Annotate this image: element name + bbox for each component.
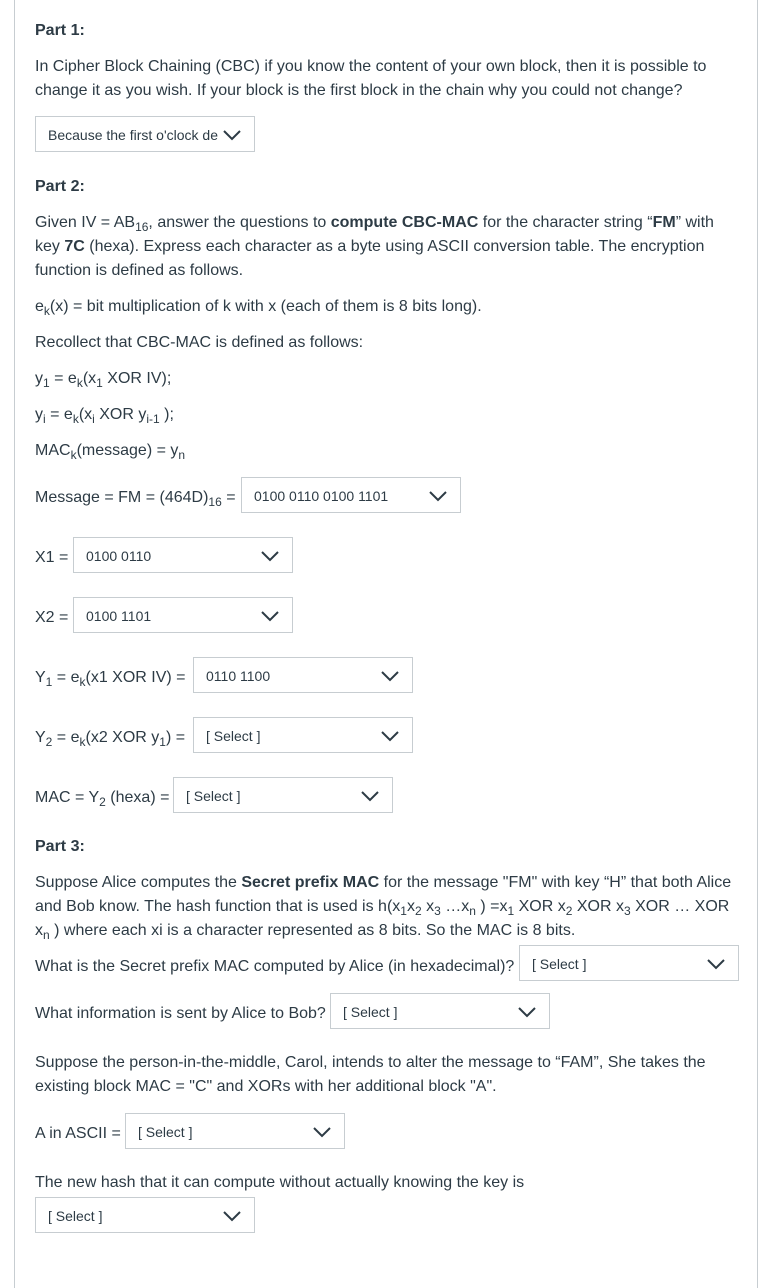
y1-value: 0110 1100 bbox=[206, 668, 271, 684]
chevron-down-icon bbox=[222, 128, 242, 142]
message-select[interactable] bbox=[241, 477, 461, 513]
secret-prefix-mac-select[interactable] bbox=[519, 945, 739, 981]
new-hash-text: The new hash that it can compute without actually knowing the key is bbox=[35, 1174, 525, 1191]
cbc-def-3: $MAC_k(message) = y_n$ bbox=[35, 442, 186, 462]
new-hash-value: [ Select ] bbox=[48, 1208, 103, 1224]
mac-label: MAC = $Y_2$ (hexa) = bbox=[35, 789, 170, 809]
ascii-value: [ Select ] bbox=[138, 1124, 193, 1140]
chevron-down-icon bbox=[706, 957, 726, 971]
part2-intro: Given IV = $AB_{16}$, answer the questions to compute CBC-MAC for the character string “FM” with key 7C (hexa). Express each character as a byte using ASCII conversion table. The encryption function is defined as follows. bbox=[35, 214, 714, 279]
cbc-def-2: $y_i = e_k(x_i$ XOR $y_{i-1}$ ); bbox=[35, 406, 174, 426]
encryption-definition: $e_k(x)$ = bit multiplication of k with x (each of them is 8 bits long). bbox=[35, 298, 482, 318]
x2-value: 0100 1101 bbox=[86, 608, 152, 624]
part1-answer-select[interactable] bbox=[35, 116, 255, 152]
chevron-down-icon bbox=[222, 1209, 242, 1223]
x2-label: X2 = bbox=[35, 609, 69, 626]
mac-select[interactable] bbox=[173, 777, 393, 813]
y2-label: $Y_2 = e_k(x2$ XOR $y_1$) = bbox=[35, 729, 186, 749]
x1-label: X1 = bbox=[35, 549, 69, 566]
part3-paragraph-2: Suppose the person-in-the-middle, Carol, intends to alter the message to “FAM”, She takes the existing block MAC = "C" and XORs with her additional block "A". bbox=[35, 1054, 706, 1095]
chevron-down-icon bbox=[312, 1125, 332, 1139]
y1-select[interactable] bbox=[193, 657, 413, 693]
info-sent-select[interactable] bbox=[330, 993, 550, 1029]
new-hash-select[interactable] bbox=[35, 1197, 255, 1233]
part3-paragraph-1: Suppose Alice computes the Secret prefix MAC for the message "FM" with key “H” that both Alice and Bob know. The hash function that is used is $h(x_1x_2$ $x_3$ $\dots x_n$ ) $=x_1$ XOR $x_2$ XOR $x_3$ XOR … XOR $x_n$ ) where each xi is a character represented as 8 bits. So the MAC is 8 bits. bbox=[35, 874, 732, 942]
cbc-def-1: $y_1 = e_k(x_1$ XOR IV); bbox=[35, 370, 172, 390]
x2-select[interactable] bbox=[73, 597, 293, 633]
recollect-text: Recollect that CBC-MAC is defined as follows: bbox=[35, 334, 364, 351]
x1-value: 0100 0110 bbox=[86, 548, 152, 564]
chevron-down-icon bbox=[360, 789, 380, 803]
question-secret-prefix-mac: What is the Secret prefix MAC computed by Alice (in hexadecimal)? bbox=[35, 958, 515, 975]
y2-select[interactable] bbox=[193, 717, 413, 753]
quiz-page bbox=[14, 0, 758, 1288]
chevron-down-icon bbox=[517, 1005, 537, 1019]
part1-question: In Cipher Block Chaining (CBC) if you know the content of your own block, then it is possible to change it as you wish. If your block is the first block in the chain why you could not change? bbox=[35, 58, 707, 99]
chevron-down-icon bbox=[260, 609, 280, 623]
ascii-select[interactable] bbox=[125, 1113, 345, 1149]
y2-value: [ Select ] bbox=[206, 728, 261, 744]
chevron-down-icon bbox=[380, 669, 400, 683]
secret-prefix-mac-value: [ Select ] bbox=[532, 956, 587, 972]
info-sent-value: [ Select ] bbox=[343, 1004, 398, 1020]
ascii-label: A in ASCII = bbox=[35, 1125, 121, 1142]
chevron-down-icon bbox=[260, 549, 280, 563]
part3-title: Part 3: bbox=[35, 838, 85, 855]
question-info-sent: What information is sent by Alice to Bob? bbox=[35, 1005, 326, 1022]
chevron-down-icon bbox=[380, 729, 400, 743]
message-label: Message = FM = $(464D)_{16}$ = bbox=[35, 489, 236, 509]
part1-answer-value: Because the first o'clock de bbox=[48, 127, 218, 143]
y1-label: $Y_1 = e_k(x1$ XOR IV) = bbox=[35, 669, 186, 689]
chevron-down-icon bbox=[428, 489, 448, 503]
mac-value: [ Select ] bbox=[186, 788, 241, 804]
part1-title: Part 1: bbox=[35, 22, 85, 39]
part2-title: Part 2: bbox=[35, 178, 85, 195]
x1-select[interactable] bbox=[73, 537, 293, 573]
message-value: 0100 0110 0100 1101 bbox=[254, 488, 389, 504]
